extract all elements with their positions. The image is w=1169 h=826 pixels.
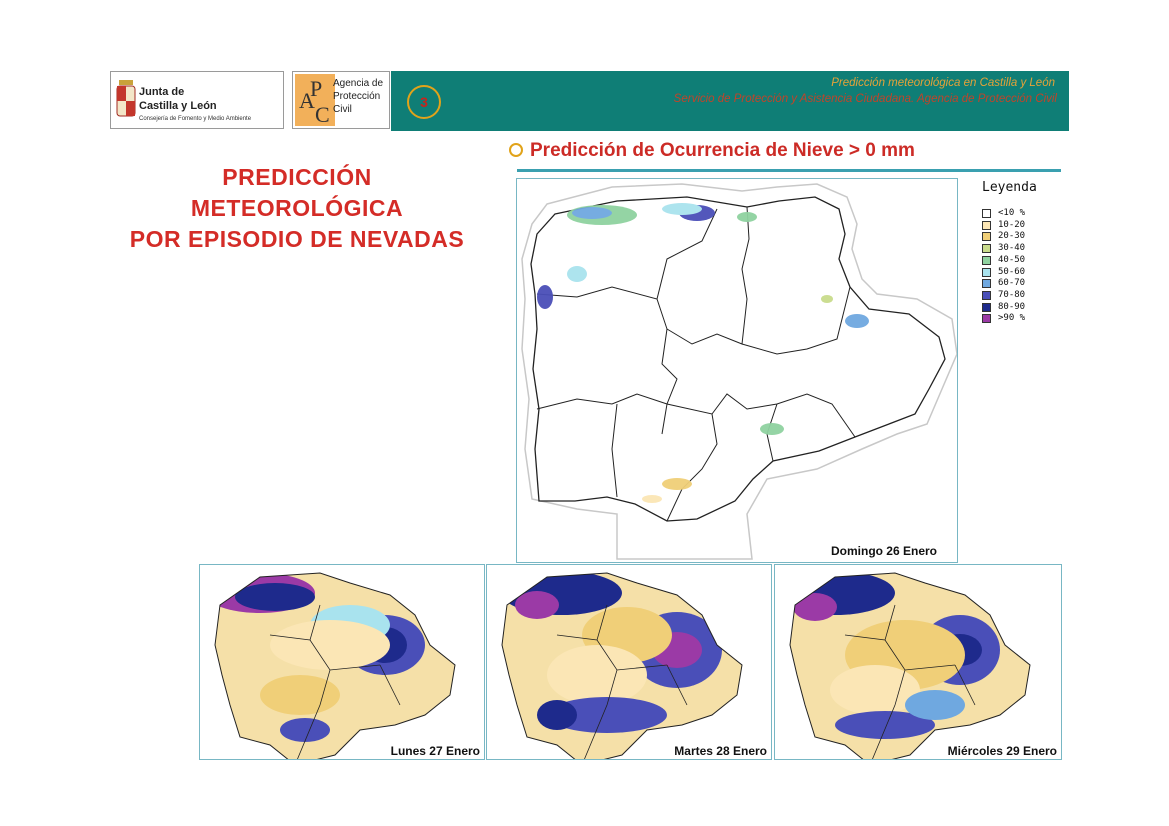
jcyl-logo [110, 71, 284, 129]
heading-bullet-icon [509, 143, 523, 157]
apc-logo-line2: Protección [333, 91, 381, 102]
legend-label: 70-80 [998, 289, 1026, 300]
legend-label: 20-30 [998, 231, 1026, 242]
small-map-date-label: Lunes 27 Enero [390, 744, 480, 758]
legend-label: 30-40 [998, 243, 1026, 254]
small-map-date-label: Miércoles 29 Enero [947, 744, 1057, 758]
legend-swatch [982, 256, 991, 265]
legend-swatch [982, 244, 991, 253]
legend-swatch [982, 314, 991, 323]
header-line2: Servicio de Protección y Asistencia Ciudadana. Agencia de Protección Civil [673, 93, 1057, 105]
small-map-1 [199, 564, 485, 760]
main-map-date-label: Domingo 26 Enero [830, 544, 937, 558]
jcyl-logo-line2: Castilla y León [139, 100, 217, 112]
legend-swatch [982, 209, 991, 218]
apc-logo-line3: Civil [333, 104, 352, 115]
heading-rule [517, 169, 1061, 172]
legend-label: 10-20 [998, 219, 1026, 230]
header-line1: Predicción meteorológica en Castilla y León [831, 77, 1055, 89]
legend-swatch [982, 303, 991, 312]
small-map-graphic [487, 565, 772, 759]
apc-letter-a: A [299, 88, 315, 113]
legend-swatch [982, 232, 991, 241]
legend-swatch [982, 221, 991, 230]
legend-title: Leyenda [982, 180, 1037, 195]
page-title [96, 162, 498, 255]
small-map-date-label: Martes 28 Enero [674, 744, 767, 758]
legend-label: 50-60 [998, 266, 1026, 277]
apc-letter-c: C [315, 102, 330, 126]
page-number-badge: 3 [407, 85, 441, 119]
section-heading: Predicción de Ocurrencia de Nieve > 0 mm [530, 140, 915, 161]
apc-letters-icon [295, 74, 335, 126]
legend-label: <10 % [998, 208, 1026, 218]
legend-label: 80-90 [998, 301, 1026, 312]
apc-letter-p: P [310, 76, 323, 101]
page-title-line2: METEOROLÓGICA [190, 195, 404, 221]
jcyl-logo-line3: Consejería de Fomento y Medio Ambiente [139, 116, 252, 122]
legend-label: 40-50 [998, 254, 1026, 265]
legend-swatch [982, 291, 991, 300]
small-map-graphic [200, 565, 485, 759]
legend-label: >90 % [998, 313, 1026, 324]
legend-label: 60-70 [998, 278, 1026, 289]
page-title-line3: POR EPISODIO DE NEVADAS [129, 226, 465, 252]
main-map-graphic [517, 179, 957, 562]
page-title-line1: PREDICCIÓN [222, 164, 372, 190]
apc-logo [292, 71, 390, 129]
legend-swatch [982, 279, 991, 288]
small-map-2 [486, 564, 772, 760]
small-map-graphic [775, 565, 1061, 759]
apc-logo-line1: Agencia de [333, 78, 384, 89]
coat-of-arms-icon [116, 78, 136, 120]
main-map [516, 178, 958, 563]
small-map-3 [774, 564, 1062, 760]
legend-swatch [982, 268, 991, 277]
jcyl-logo-line1: Junta de [139, 86, 185, 98]
